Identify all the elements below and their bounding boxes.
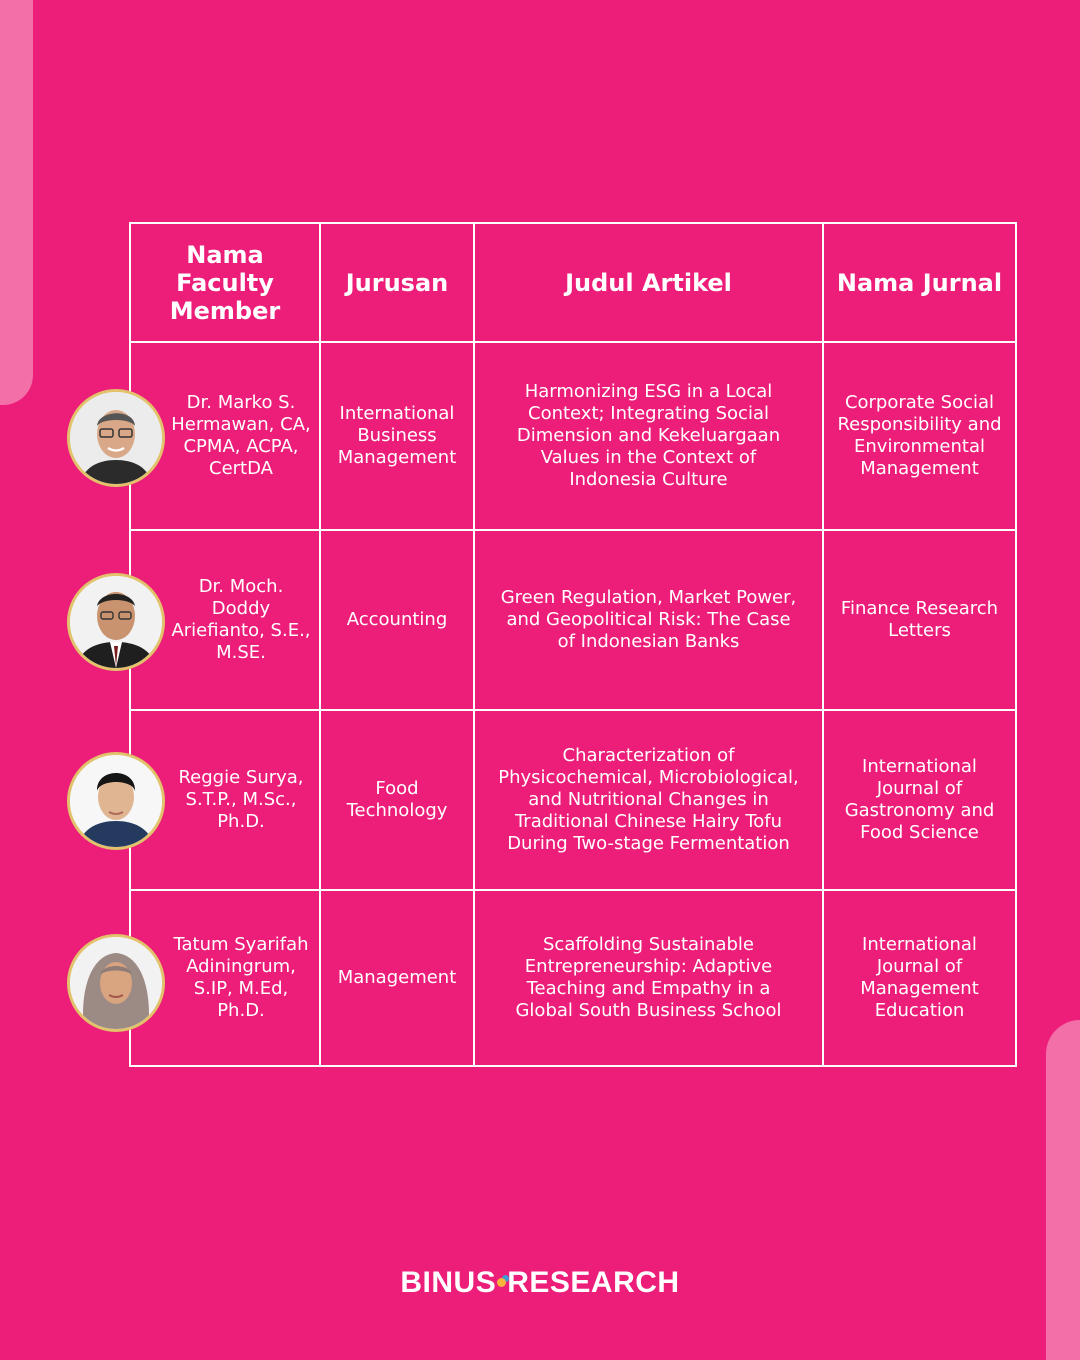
faculty-name: Dr. Marko S. Hermawan, CA, CPMA, ACPA, CertDA <box>130 342 320 530</box>
header-nama-faculty-member <box>130 223 320 342</box>
table-row <box>130 530 1016 710</box>
faculty-photo-icon <box>70 937 162 1029</box>
header-label: Nama Faculty Member <box>169 240 281 325</box>
faculty-photo-icon <box>70 392 162 484</box>
avatar <box>67 389 165 487</box>
decorative-shape-left <box>0 0 33 405</box>
faculty-publications-table <box>129 222 1017 1067</box>
header-jurusan <box>320 223 474 342</box>
faculty-name: Reggie Surya, S.T.P., M.Sc., Ph.D. <box>130 710 320 890</box>
table-row <box>130 890 1016 1066</box>
faculty-photo-icon <box>70 755 162 847</box>
nama-jurnal: Finance Research Letters <box>823 530 1016 710</box>
header-label: Judul Artikel <box>565 268 732 297</box>
decorative-shape-right <box>1046 1020 1080 1360</box>
table-row <box>130 342 1016 530</box>
faculty-name: Dr. Moch. Doddy Ariefianto, S.E., M.SE. <box>130 530 320 710</box>
header-judul-artikel <box>474 223 823 342</box>
judul-artikel: Scaffolding Sustainable Entrepreneurship: Adaptive Teaching and Empathy in a Global South Business School <box>474 890 823 1066</box>
header-nama-jurnal <box>823 223 1016 342</box>
nama-jurnal: International Journal of Management Education <box>823 890 1016 1066</box>
faculty-photo-icon <box>70 576 162 668</box>
logo-dot-icon <box>497 1278 506 1287</box>
binus-research-logo <box>0 1266 1080 1300</box>
avatar <box>67 752 165 850</box>
avatar <box>67 573 165 671</box>
judul-artikel: Characterization of Physicochemical, Microbiological, and Nutritional Changes in Traditional Chinese Hairy Tofu During Two-stage Fermentation <box>474 710 823 890</box>
jurusan: Management <box>320 890 474 1066</box>
jurusan: International Business Management <box>320 342 474 530</box>
jurusan: Food Technology <box>320 710 474 890</box>
table-row <box>130 710 1016 890</box>
header-label: Nama Jurnal <box>836 268 1003 297</box>
judul-artikel: Harmonizing ESG in a Local Context; Integrating Social Dimension and Kekeluargaan Values in the Context of Indonesia Culture <box>474 342 823 530</box>
judul-artikel: Green Regulation, Market Power, and Geopolitical Risk: The Case of Indonesian Banks <box>474 530 823 710</box>
faculty-name: Tatum Syarifah Adiningrum, S.IP, M.Ed, Ph.D. <box>130 890 320 1066</box>
nama-jurnal: Corporate Social Responsibility and Environmental Management <box>823 342 1016 530</box>
logo-text-research: RESEARCH <box>507 1266 680 1299</box>
logo-text-binus: BINUS <box>400 1266 497 1299</box>
avatar <box>67 934 165 1032</box>
jurusan: Accounting <box>320 530 474 710</box>
header-label: Jurusan <box>345 268 449 297</box>
nama-jurnal: International Journal of Gastronomy and Food Science <box>823 710 1016 890</box>
table-header-row <box>130 223 1016 342</box>
